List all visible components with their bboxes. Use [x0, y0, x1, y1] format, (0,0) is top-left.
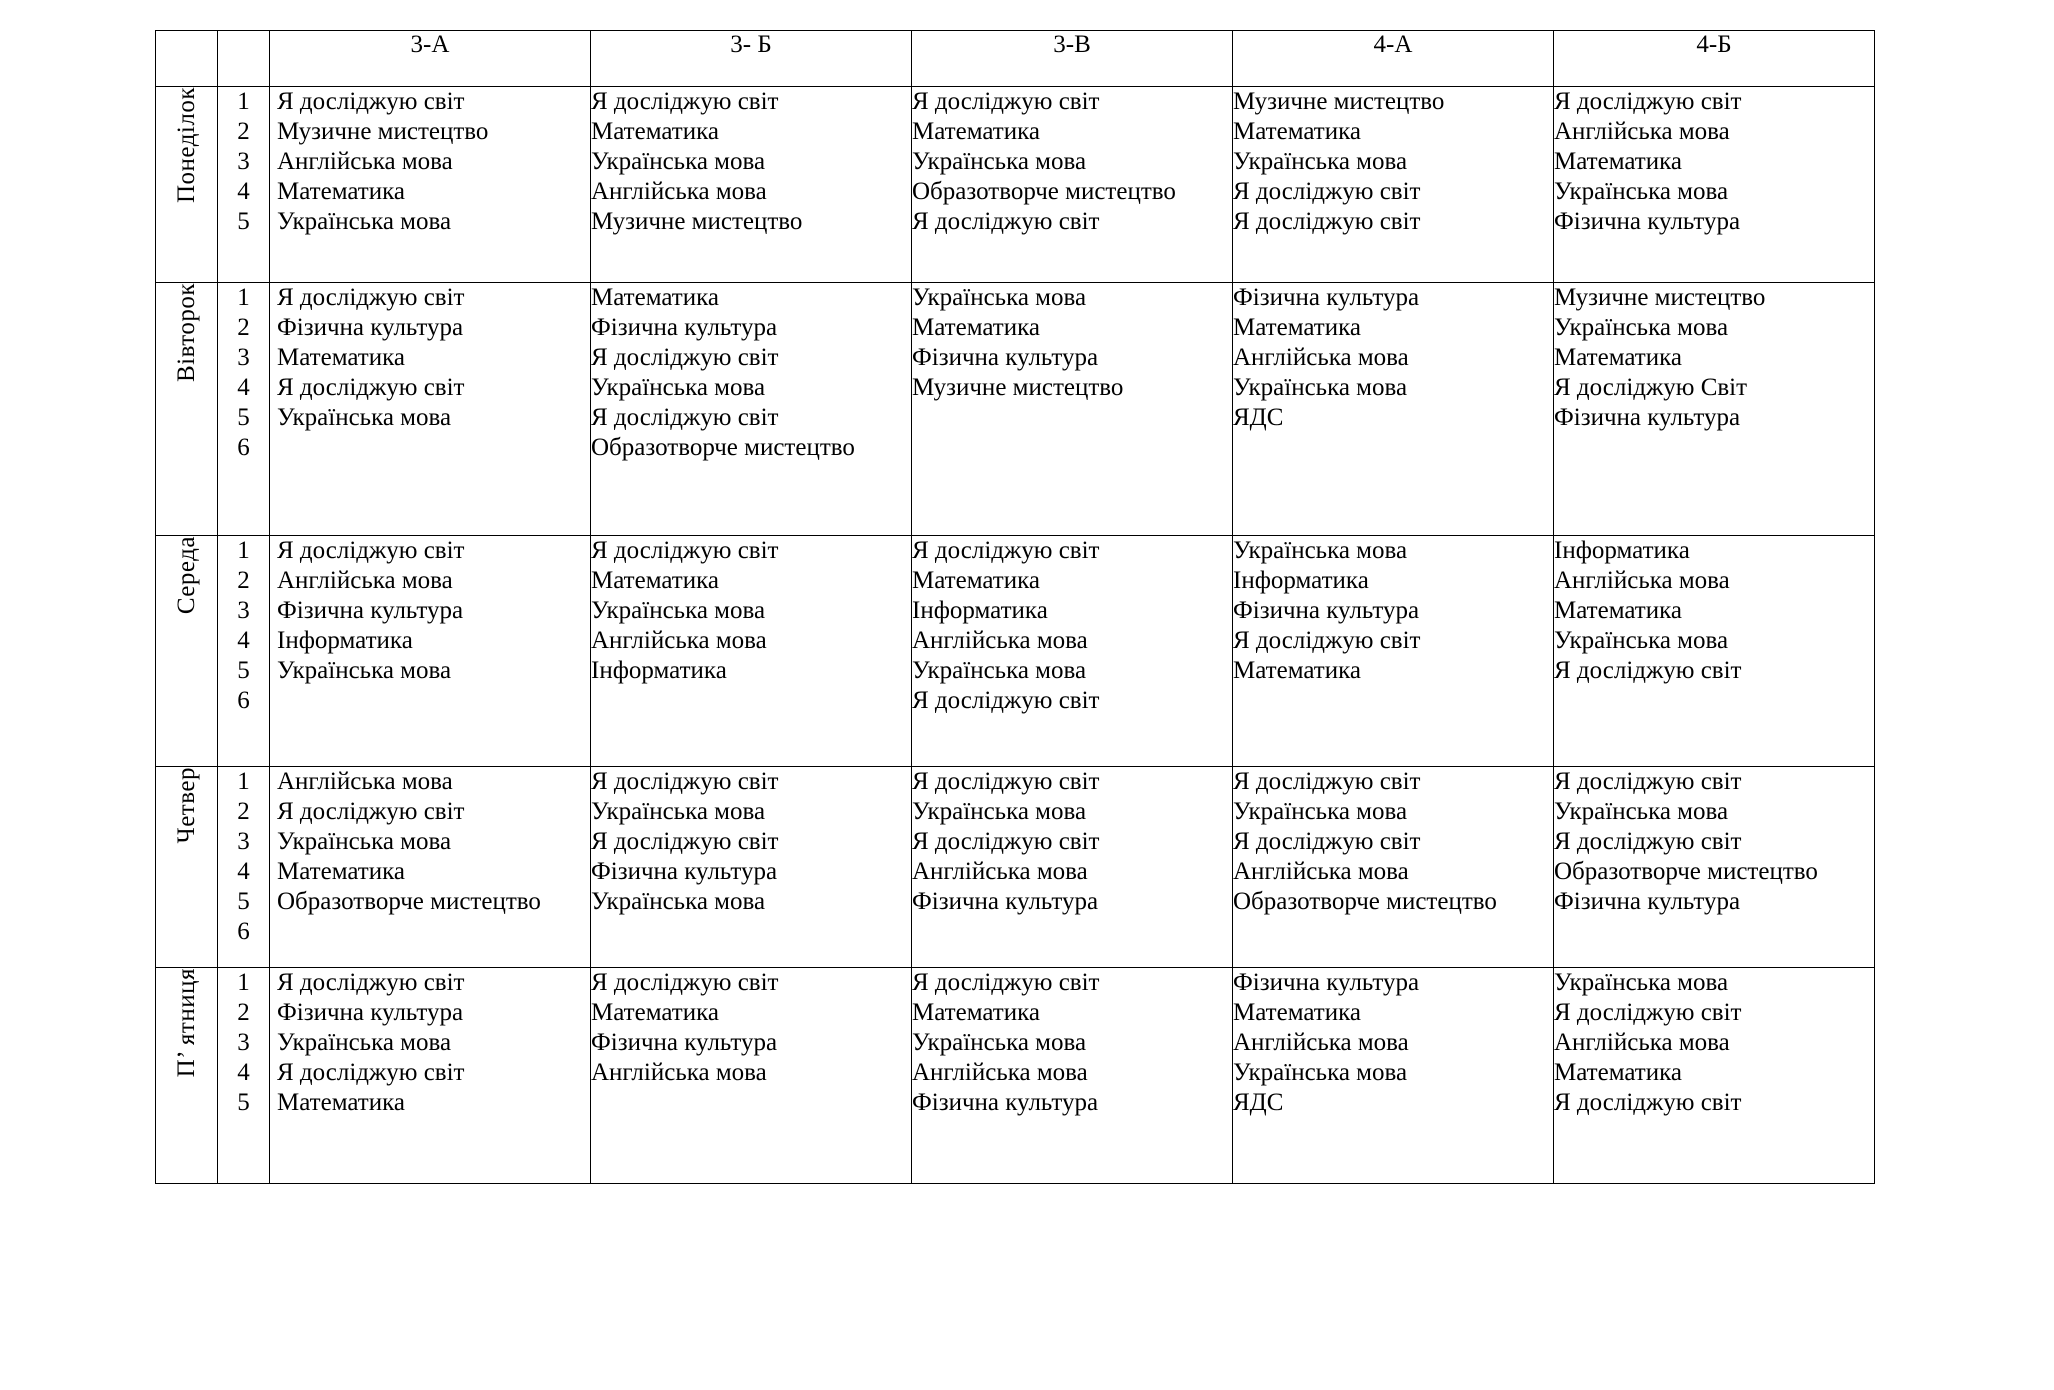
lesson: Інформатика [912, 597, 1048, 624]
lesson: Англійська мова [912, 1059, 1088, 1086]
lesson: Математика [591, 567, 719, 594]
lesson-number: 2 [237, 798, 250, 825]
lesson: Фізична культура [1554, 404, 1741, 431]
lesson-number: 3 [237, 1029, 250, 1056]
lesson: Я досліджую світ [591, 344, 779, 371]
lesson: Я досліджую світ [277, 88, 465, 115]
lesson: Фізична культура [591, 858, 778, 885]
lesson: Фізична культура [1554, 208, 1741, 235]
lesson: Українська мова [591, 597, 766, 624]
lesson-number: 3 [237, 828, 250, 855]
lesson: Математика [1233, 657, 1361, 684]
lesson-number: 3 [237, 148, 250, 175]
lesson: Математика [912, 314, 1040, 341]
lesson: Я досліджую світ [277, 1059, 465, 1086]
lesson: Українська мова [277, 828, 452, 855]
lesson: Математика [912, 118, 1040, 145]
lesson: Я досліджую світ [277, 284, 465, 311]
lesson: Англійська мова [912, 627, 1088, 654]
lesson: Я досліджую світ [1233, 768, 1421, 795]
lesson: Англійська мова [591, 1059, 767, 1086]
cell-tuesday-4a [1233, 283, 1554, 536]
lesson: Фізична культура [1233, 284, 1420, 311]
header-class-3a: 3-А [270, 31, 591, 87]
lesson: Я досліджую світ [277, 969, 465, 996]
lesson-number: 3 [237, 597, 250, 624]
lesson-number: 6 [237, 687, 250, 714]
lesson: Фізична культура [277, 597, 464, 624]
lesson: Математика [591, 999, 719, 1026]
lesson: Українська мова [1554, 969, 1729, 996]
lesson: Українська мова [277, 1029, 452, 1056]
lesson: Образотворче мистецтво [277, 888, 541, 915]
lesson: Українська мова [277, 404, 452, 431]
lesson: Я досліджую світ [1554, 88, 1742, 115]
lesson: Українська мова [1554, 798, 1729, 825]
header-number-column [218, 31, 270, 87]
lesson: Музичне мистецтво [1554, 284, 1766, 311]
cell-wednesday-3b [591, 536, 912, 767]
lesson: Математика [1233, 314, 1361, 341]
schedule-table [155, 30, 1875, 1184]
day-cell-wednesday [156, 536, 218, 767]
lesson-number: 2 [237, 999, 250, 1026]
lesson-number: 4 [237, 1059, 250, 1086]
lesson-numbers-thursday [218, 767, 270, 968]
lesson: Образотворче мистецтво [1233, 888, 1497, 915]
cell-wednesday-3a [270, 536, 591, 767]
lesson: Англійська мова [591, 627, 767, 654]
day-label: Четвер [172, 767, 200, 844]
lesson-number: 4 [237, 178, 250, 205]
lesson: Музичне мистецтво [277, 118, 489, 145]
lesson: Я досліджую світ [912, 208, 1100, 235]
lesson: Я досліджую світ [912, 687, 1100, 714]
lesson: Я досліджую світ [912, 969, 1100, 996]
lesson: Англійська мова [277, 768, 453, 795]
lesson: Українська мова [1554, 627, 1729, 654]
cell-monday-3v [912, 87, 1233, 283]
cell-wednesday-3v [912, 536, 1233, 767]
lesson: Я досліджую світ [912, 537, 1100, 564]
lesson: Математика [591, 284, 719, 311]
lesson-number: 1 [237, 88, 250, 115]
lesson: Українська мова [912, 798, 1087, 825]
lesson: Музичне мистецтво [1233, 88, 1445, 115]
lesson: Я досліджую світ [1554, 768, 1742, 795]
cell-friday-3v [912, 968, 1233, 1184]
lesson: Я досліджую світ [1554, 1089, 1742, 1116]
lesson: Англійська мова [1233, 858, 1409, 885]
lesson-number: 2 [237, 314, 250, 341]
lesson: Математика [1554, 344, 1682, 371]
cell-monday-4a [1233, 87, 1554, 283]
lesson-number: 1 [237, 969, 250, 996]
lesson: Фізична культура [912, 1089, 1099, 1116]
lesson: Я досліджую світ [591, 828, 779, 855]
table-header [156, 31, 1875, 87]
lesson: Інформатика [1233, 567, 1369, 594]
lesson: Українська мова [912, 148, 1087, 175]
lesson: Я досліджую світ [1233, 178, 1421, 205]
lesson: Фізична культура [912, 888, 1099, 915]
lesson: Я досліджую світ [591, 404, 779, 431]
lesson: Я досліджую світ [912, 768, 1100, 795]
lesson-numbers-friday [218, 968, 270, 1184]
lesson: Я досліджую світ [277, 798, 465, 825]
table-row [156, 87, 1875, 283]
lesson: Англійська мова [1554, 567, 1730, 594]
lesson: Я досліджую світ [591, 88, 779, 115]
lesson-number: 5 [237, 1089, 250, 1116]
lesson-number: 3 [237, 344, 250, 371]
lesson: Англійська мова [1554, 1029, 1730, 1056]
lesson: Українська мова [912, 1029, 1087, 1056]
lesson-number: 6 [237, 918, 250, 945]
lesson: Образотворче мистецтво [912, 178, 1176, 205]
lesson: Я досліджую світ [1233, 627, 1421, 654]
lesson: Інформатика [277, 627, 413, 654]
table-body [156, 87, 1875, 1184]
lesson: Математика [1554, 597, 1682, 624]
day-cell-tuesday [156, 283, 218, 536]
lesson: Українська мова [1554, 314, 1729, 341]
header-class-3v: 3-В [912, 31, 1233, 87]
lesson: Математика [912, 999, 1040, 1026]
lesson: Образотворче мистецтво [1554, 858, 1818, 885]
lesson: Математика [1233, 118, 1361, 145]
lesson: Я досліджую Світ [1554, 374, 1748, 401]
lesson: Я досліджую світ [1554, 999, 1742, 1026]
lesson-number: 4 [237, 374, 250, 401]
lesson: Українська мова [1233, 374, 1408, 401]
lesson: Математика [277, 1089, 405, 1116]
lesson: Англійська мова [1233, 344, 1409, 371]
lesson: Образотворче мистецтво [591, 434, 855, 461]
lesson: Я досліджую світ [1233, 208, 1421, 235]
header-class-4a: 4-А [1233, 31, 1554, 87]
cell-thursday-3v [912, 767, 1233, 968]
cell-monday-3a [270, 87, 591, 283]
day-cell-thursday [156, 767, 218, 968]
table-row [156, 536, 1875, 767]
lesson: Математика [591, 118, 719, 145]
lesson: ЯДС [1233, 404, 1284, 431]
day-cell-friday [156, 968, 218, 1184]
lesson-number: 4 [237, 627, 250, 654]
header-class-4b: 4-Б [1554, 31, 1875, 87]
lesson: Математика [1233, 999, 1361, 1026]
lesson: Англійська мова [591, 178, 767, 205]
lesson: Українська мова [277, 208, 452, 235]
lesson: Українська мова [591, 148, 766, 175]
cell-friday-4b [1554, 968, 1875, 1184]
cell-tuesday-3b [591, 283, 912, 536]
lesson: Математика [277, 178, 405, 205]
lesson: Я досліджую світ [591, 537, 779, 564]
lesson: Фізична культура [591, 1029, 778, 1056]
lesson: Українська мова [1233, 798, 1408, 825]
lesson-number: 1 [237, 537, 250, 564]
lesson: Фізична культура [1233, 969, 1420, 996]
header-day-column [156, 31, 218, 87]
lesson: Українська мова [591, 374, 766, 401]
lesson: Інформатика [591, 657, 727, 684]
lesson: ЯДС [1233, 1089, 1284, 1116]
lesson: Математика [912, 567, 1040, 594]
lesson: Англійська мова [912, 858, 1088, 885]
lesson: Українська мова [591, 798, 766, 825]
lesson: Фізична культура [277, 999, 464, 1026]
header-row [156, 31, 1875, 87]
day-label: Вівторок [172, 283, 200, 383]
lesson-number: 6 [237, 434, 250, 461]
day-label: П’ ятниця [172, 968, 200, 1078]
lesson: Я досліджую світ [277, 537, 465, 564]
lesson-number: 2 [237, 118, 250, 145]
day-label: Понеділок [172, 87, 200, 203]
lesson: Фізична культура [591, 314, 778, 341]
lesson: Українська мова [277, 657, 452, 684]
lesson-number: 1 [237, 284, 250, 311]
cell-friday-3b [591, 968, 912, 1184]
lesson: Математика [277, 344, 405, 371]
header-class-3b: 3- Б [591, 31, 912, 87]
lesson: Математика [1554, 1059, 1682, 1086]
lesson: Я досліджую світ [912, 88, 1100, 115]
cell-monday-3b [591, 87, 912, 283]
lesson: Я досліджую світ [1554, 657, 1742, 684]
lesson: Математика [1554, 148, 1682, 175]
lesson: Я досліджую світ [1233, 828, 1421, 855]
lesson: Українська мова [1233, 537, 1408, 564]
lesson-number: 1 [237, 768, 250, 795]
day-cell-monday [156, 87, 218, 283]
lesson-number: 4 [237, 858, 250, 885]
cell-thursday-4b [1554, 767, 1875, 968]
lesson: Фізична культура [912, 344, 1099, 371]
lesson: Фізична культура [277, 314, 464, 341]
lesson-number: 5 [237, 208, 250, 235]
lesson-number: 5 [237, 404, 250, 431]
lesson-number: 2 [237, 567, 250, 594]
lesson-numbers-monday [218, 87, 270, 283]
lesson: Українська мова [591, 888, 766, 915]
lesson: Українська мова [1554, 178, 1729, 205]
cell-tuesday-3v [912, 283, 1233, 536]
lesson: Я досліджую світ [591, 768, 779, 795]
lesson: Музичне мистецтво [912, 374, 1124, 401]
lesson: Фізична культура [1233, 597, 1420, 624]
cell-monday-4b [1554, 87, 1875, 283]
cell-wednesday-4b [1554, 536, 1875, 767]
lesson: Я досліджую світ [912, 828, 1100, 855]
cell-wednesday-4a [1233, 536, 1554, 767]
lesson-number: 5 [237, 888, 250, 915]
cell-friday-3a [270, 968, 591, 1184]
lesson-number: 5 [237, 657, 250, 684]
lesson-numbers-tuesday [218, 283, 270, 536]
lesson: Англійська мова [277, 148, 453, 175]
lesson: Англійська мова [1233, 1029, 1409, 1056]
lesson-numbers-wednesday [218, 536, 270, 767]
lesson: Я досліджую світ [1554, 828, 1742, 855]
lesson: Математика [277, 858, 405, 885]
lesson: Англійська мова [1554, 118, 1730, 145]
cell-thursday-3b [591, 767, 912, 968]
lesson: Українська мова [1233, 148, 1408, 175]
lesson: Українська мова [912, 657, 1087, 684]
table-row [156, 767, 1875, 968]
day-label: Середа [172, 536, 200, 615]
lesson: Англійська мова [277, 567, 453, 594]
cell-tuesday-3a [270, 283, 591, 536]
lesson: Я досліджую світ [591, 969, 779, 996]
lesson: Українська мова [912, 284, 1087, 311]
table-row [156, 968, 1875, 1184]
lesson: Фізична культура [1554, 888, 1741, 915]
cell-thursday-4a [1233, 767, 1554, 968]
lesson: Музичне мистецтво [591, 208, 803, 235]
table-row [156, 283, 1875, 536]
lesson: Українська мова [1233, 1059, 1408, 1086]
lesson: Інформатика [1554, 537, 1690, 564]
cell-friday-4a [1233, 968, 1554, 1184]
lesson: Я досліджую світ [277, 374, 465, 401]
cell-tuesday-4b [1554, 283, 1875, 536]
cell-thursday-3a [270, 767, 591, 968]
